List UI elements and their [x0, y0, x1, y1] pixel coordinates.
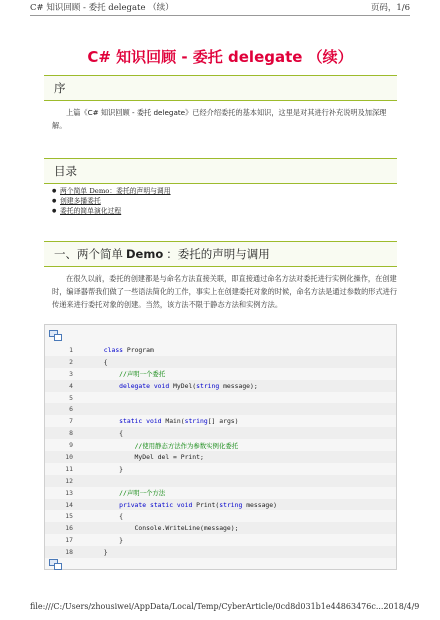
code-line: [45, 534, 396, 546]
copy-code-icon[interactable]: [49, 330, 58, 337]
code-text: [73, 394, 88, 402]
code-line: [45, 439, 396, 451]
code-text: //声明一个委托: [119, 370, 166, 379]
line-number: 5: [69, 393, 73, 402]
line-number: 12: [65, 476, 73, 485]
code-text: {: [73, 512, 124, 521]
code-line: [45, 546, 396, 558]
page-header: [30, 0, 410, 14]
code-line: [45, 475, 396, 487]
code-line: [45, 427, 396, 439]
code-text: {: [73, 357, 108, 366]
code-text: //声明一个方法: [119, 489, 166, 498]
code-line: [45, 368, 396, 380]
article-title: C# 知识回顾 - 委托 delegate （续）: [87, 48, 353, 66]
code-text: {: [73, 429, 124, 438]
preface-paragraph: 上篇《C# 知识回顾 - 委托 delegate》已经介绍委托的基本知识，这里是对其进行补充说明及加深理解。: [52, 108, 387, 130]
line-number: 7: [69, 417, 73, 426]
line-number: 13: [65, 488, 73, 497]
line-number: 16: [65, 524, 73, 533]
code-text: Console.WriteLine(message);: [73, 524, 239, 533]
code-text: }: [73, 464, 124, 473]
section-heading-label: 序: [54, 81, 66, 95]
code-text: class Program: [103, 345, 154, 354]
header-divider: [30, 15, 410, 16]
line-number: 3: [69, 369, 73, 378]
toc-item-multicast[interactable]: ● 创建多播委托: [60, 196, 171, 206]
code-lines: [45, 344, 396, 558]
code-line: [45, 487, 396, 499]
section-heading-label: 目录: [54, 164, 77, 178]
page-number: 页码，1/6: [370, 3, 410, 13]
page-footer: [30, 602, 420, 611]
line-number: 1: [69, 345, 73, 354]
footer-date: 2018/4/9: [383, 602, 420, 611]
code-line: [45, 522, 396, 534]
code-line: [45, 463, 396, 475]
code-block: [44, 324, 397, 570]
code-line: [45, 510, 396, 522]
table-of-contents: [60, 186, 171, 216]
code-line: [45, 356, 396, 368]
code-line: [45, 344, 396, 356]
code-text: [73, 405, 88, 413]
line-number: 11: [65, 464, 73, 473]
demo-paragraph: 在很久以前，委托的创建都是与命名方法直接关联，即直接通过命名方法对委托进行实例化操作，在创建时，编译器帮我们做了一些语法简化的工作，事实上在创建委托对象的时候，命名方法是通过参数的形式进行传递来进行委托对象的创建。当然，该方法不限于静态方法和实例方法。: [52, 274, 398, 309]
code-text: private static void Print(string message): [119, 500, 277, 509]
section-heading-toc: [44, 158, 397, 184]
copy-code-icon-bottom[interactable]: [49, 559, 58, 566]
code-line: [45, 392, 396, 404]
previous-article-link[interactable]: C# 知识回顾 - 委托 delegate: [87, 108, 186, 117]
section-heading-demo: 一、两个简单 Demo ：委托的声明与调用: [44, 241, 397, 267]
code-text: delegate void MyDel(string message);: [119, 381, 258, 390]
code-line: [45, 415, 396, 427]
code-text: [73, 477, 88, 485]
code-text: //使用静态方法作为参数实例化委托: [134, 441, 239, 450]
code-text: static void Main(string[] args): [119, 417, 239, 426]
line-number: 15: [65, 512, 73, 521]
line-number: 6: [69, 405, 73, 414]
code-line: [45, 380, 396, 392]
file-path: file:///C:/Users/zhousiwei/AppData/Local/Temp/CyberArticle/0cd8d031b1e44863476c...: [30, 602, 384, 611]
code-text: MyDel del = Print;: [73, 452, 204, 461]
header-title: C# 知识回顾 - 委托 delegate （续）: [30, 3, 174, 13]
toc-item-demo[interactable]: ● 两个简单 Demo：委托的声明与调用: [60, 186, 171, 196]
code-line: [45, 499, 396, 511]
code-line: [45, 403, 396, 415]
line-number: 17: [65, 536, 73, 545]
line-number: 2: [69, 357, 73, 366]
line-number: 14: [65, 500, 73, 509]
code-text: }: [73, 548, 108, 557]
section-heading-preface: [44, 75, 397, 101]
line-number: 18: [65, 548, 73, 557]
line-number: 10: [65, 452, 73, 461]
code-text: }: [73, 536, 124, 545]
line-number: 8: [69, 429, 73, 438]
line-number: 9: [69, 441, 73, 450]
line-number: 4: [69, 381, 73, 390]
code-line: [45, 451, 396, 463]
toc-item-evolution[interactable]: ● 委托的简单演化过程: [60, 206, 171, 216]
